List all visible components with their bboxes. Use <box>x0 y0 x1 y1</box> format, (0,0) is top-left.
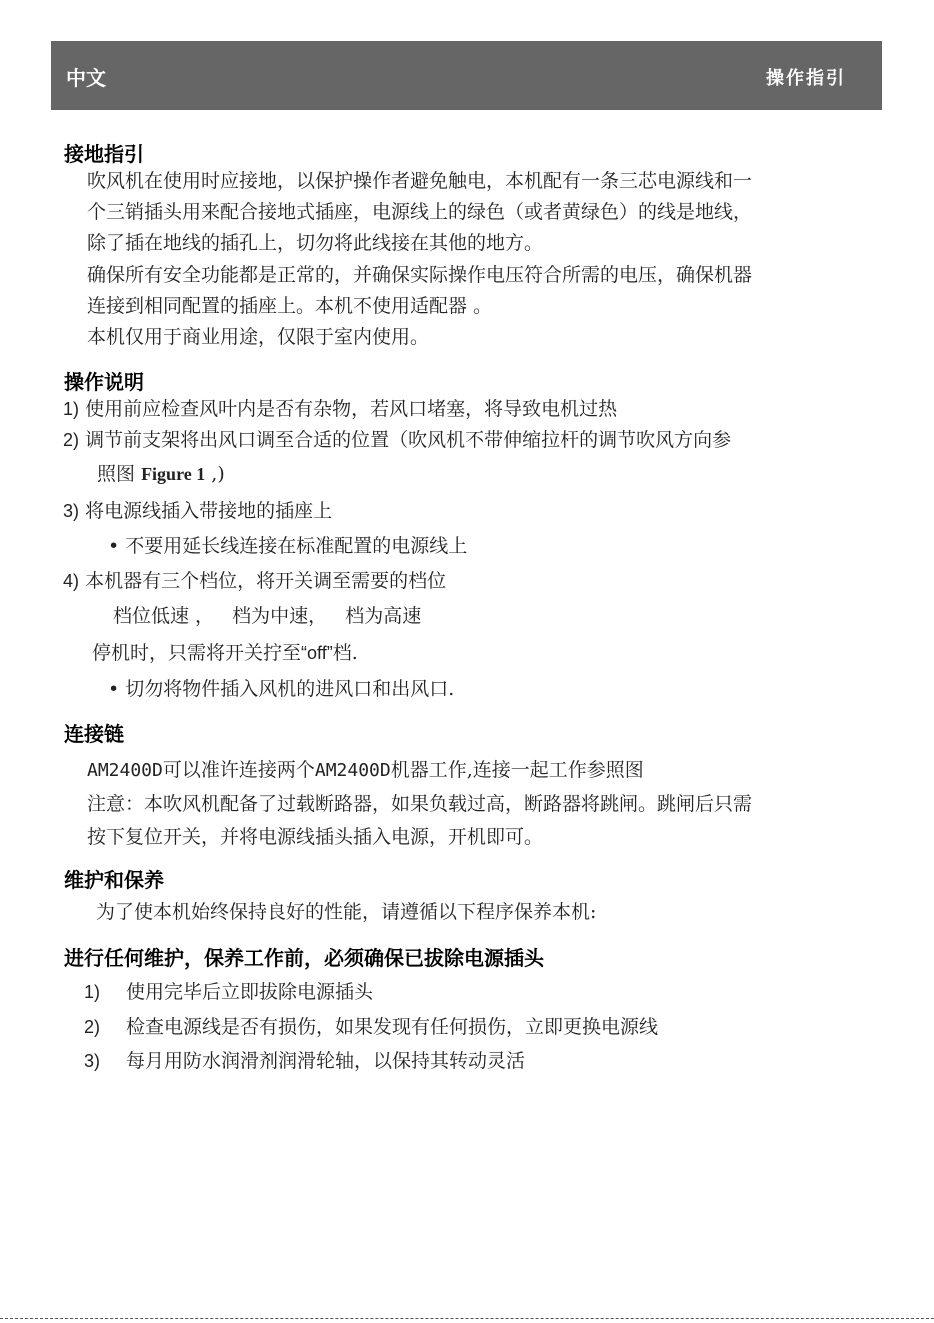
item-text: 照图 <box>97 463 136 485</box>
page-bottom-border <box>0 1318 934 1319</box>
operation-item-1 <box>63 394 617 425</box>
item-number: 4) <box>63 571 80 591</box>
speed-levels: 档位低速 ， 档为中速， 档为高速 <box>113 605 422 627</box>
section-title: 操作指引 <box>766 68 846 89</box>
maintenance-item-2 <box>84 1012 658 1043</box>
figure-reference: Figure 1 <box>141 464 206 484</box>
page-header <box>51 41 882 110</box>
heading-operation: 操作说明 <box>64 370 144 394</box>
maintenance-item-3 <box>84 1046 525 1077</box>
language-label: 中文 <box>66 66 106 90</box>
heading-grounding: 接地指引 <box>64 142 144 166</box>
model-number: AM2400D <box>87 760 163 781</box>
item-text: 将电源线插入带接地的插座上 <box>85 500 333 522</box>
operation-bullet-2: • 切勿将物件插入风机的进风口和出风口. <box>108 678 455 700</box>
maintenance-intro: 为了使本机始终保持良好的性能，请遵循以下程序保养本机: <box>96 901 597 923</box>
item-text: 检查电源线是否有损伤，如果发现有任何损伤，立即更换电源线 <box>126 1016 659 1038</box>
chain-line-2: 注意：本吹风机配备了过载断路器，如果负载过高，断路器将跳闸。跳闸后只需 <box>87 793 753 815</box>
stop-instruction <box>92 638 358 669</box>
stop-text: 停机时，只需将开关拧至 <box>92 642 302 664</box>
chain-text-tail: 机器工作,连接一起工作参照图 <box>390 759 644 781</box>
item-number: 3) <box>63 501 80 521</box>
item-text-tail: ,) <box>211 463 225 485</box>
item-number: 1) <box>84 982 101 1002</box>
chain-line-1 <box>87 755 644 786</box>
item-text: 使用前应检查风叶内是否有杂物，若风口堵塞，将导致电机过热 <box>85 398 618 420</box>
operation-item-4 <box>63 566 446 597</box>
item-number: 1) <box>63 399 80 419</box>
item-number: 2) <box>63 430 80 450</box>
grounding-line-6: 本机仅用于商业用途，仅限于室内使用。 <box>87 326 430 348</box>
grounding-line-4: 确保所有安全功能都是正常的，并确保实际操作电压符合所需的电压，确保机器 <box>87 264 753 286</box>
item-number: 2) <box>84 1017 101 1037</box>
grounding-line-2: 个三销插头用来配合接地式插座，电源线上的绿色（或者黄绿色）的线是地线， <box>87 201 753 223</box>
operation-item-2 <box>63 425 731 456</box>
operation-item-3-bullet: • 不要用延长线连接在标准配置的电源线上 <box>108 535 468 557</box>
grounding-line-5: 连接到相同配置的插座上。本机不使用适配器 。 <box>87 295 493 317</box>
grounding-line-3: 除了插在地线的插孔上，切勿将此线接在其他的地方。 <box>87 232 544 254</box>
maintenance-warning: 进行任何维护，保养工作前，必须确保已拔除电源插头 <box>64 946 544 970</box>
heading-maintenance: 维护和保养 <box>64 868 164 892</box>
item-number: 3) <box>84 1051 101 1071</box>
chain-line-3: 按下复位开关，并将电源线插头插入电源，开机即可。 <box>87 826 544 848</box>
off-position: “off” <box>301 643 333 663</box>
stop-text-tail: 档. <box>332 642 358 664</box>
grounding-line-1: 吹风机在使用时应接地，以保护操作者避免触电，本机配有一条三芯电源线和一 <box>87 170 753 192</box>
item-text: 调节前支架将出风口调至合适的位置（吹风机不带伸缩拉杆的调节吹风方向参 <box>85 429 732 451</box>
model-number: AM2400D <box>314 760 391 781</box>
maintenance-item-1 <box>84 977 373 1008</box>
item-text: 使用完毕后立即拔除电源插头 <box>126 981 374 1003</box>
item-text: 本机器有三个档位，将开关调至需要的档位 <box>85 570 447 592</box>
operation-item-3 <box>63 496 332 527</box>
operation-item-2-continued <box>97 459 225 490</box>
heading-chain: 连接链 <box>64 722 124 746</box>
item-text: 每月用防水润滑剂润滑轮轴，以保持其转动灵活 <box>126 1050 526 1072</box>
chain-text: 可以准许连接两个 <box>162 759 315 781</box>
